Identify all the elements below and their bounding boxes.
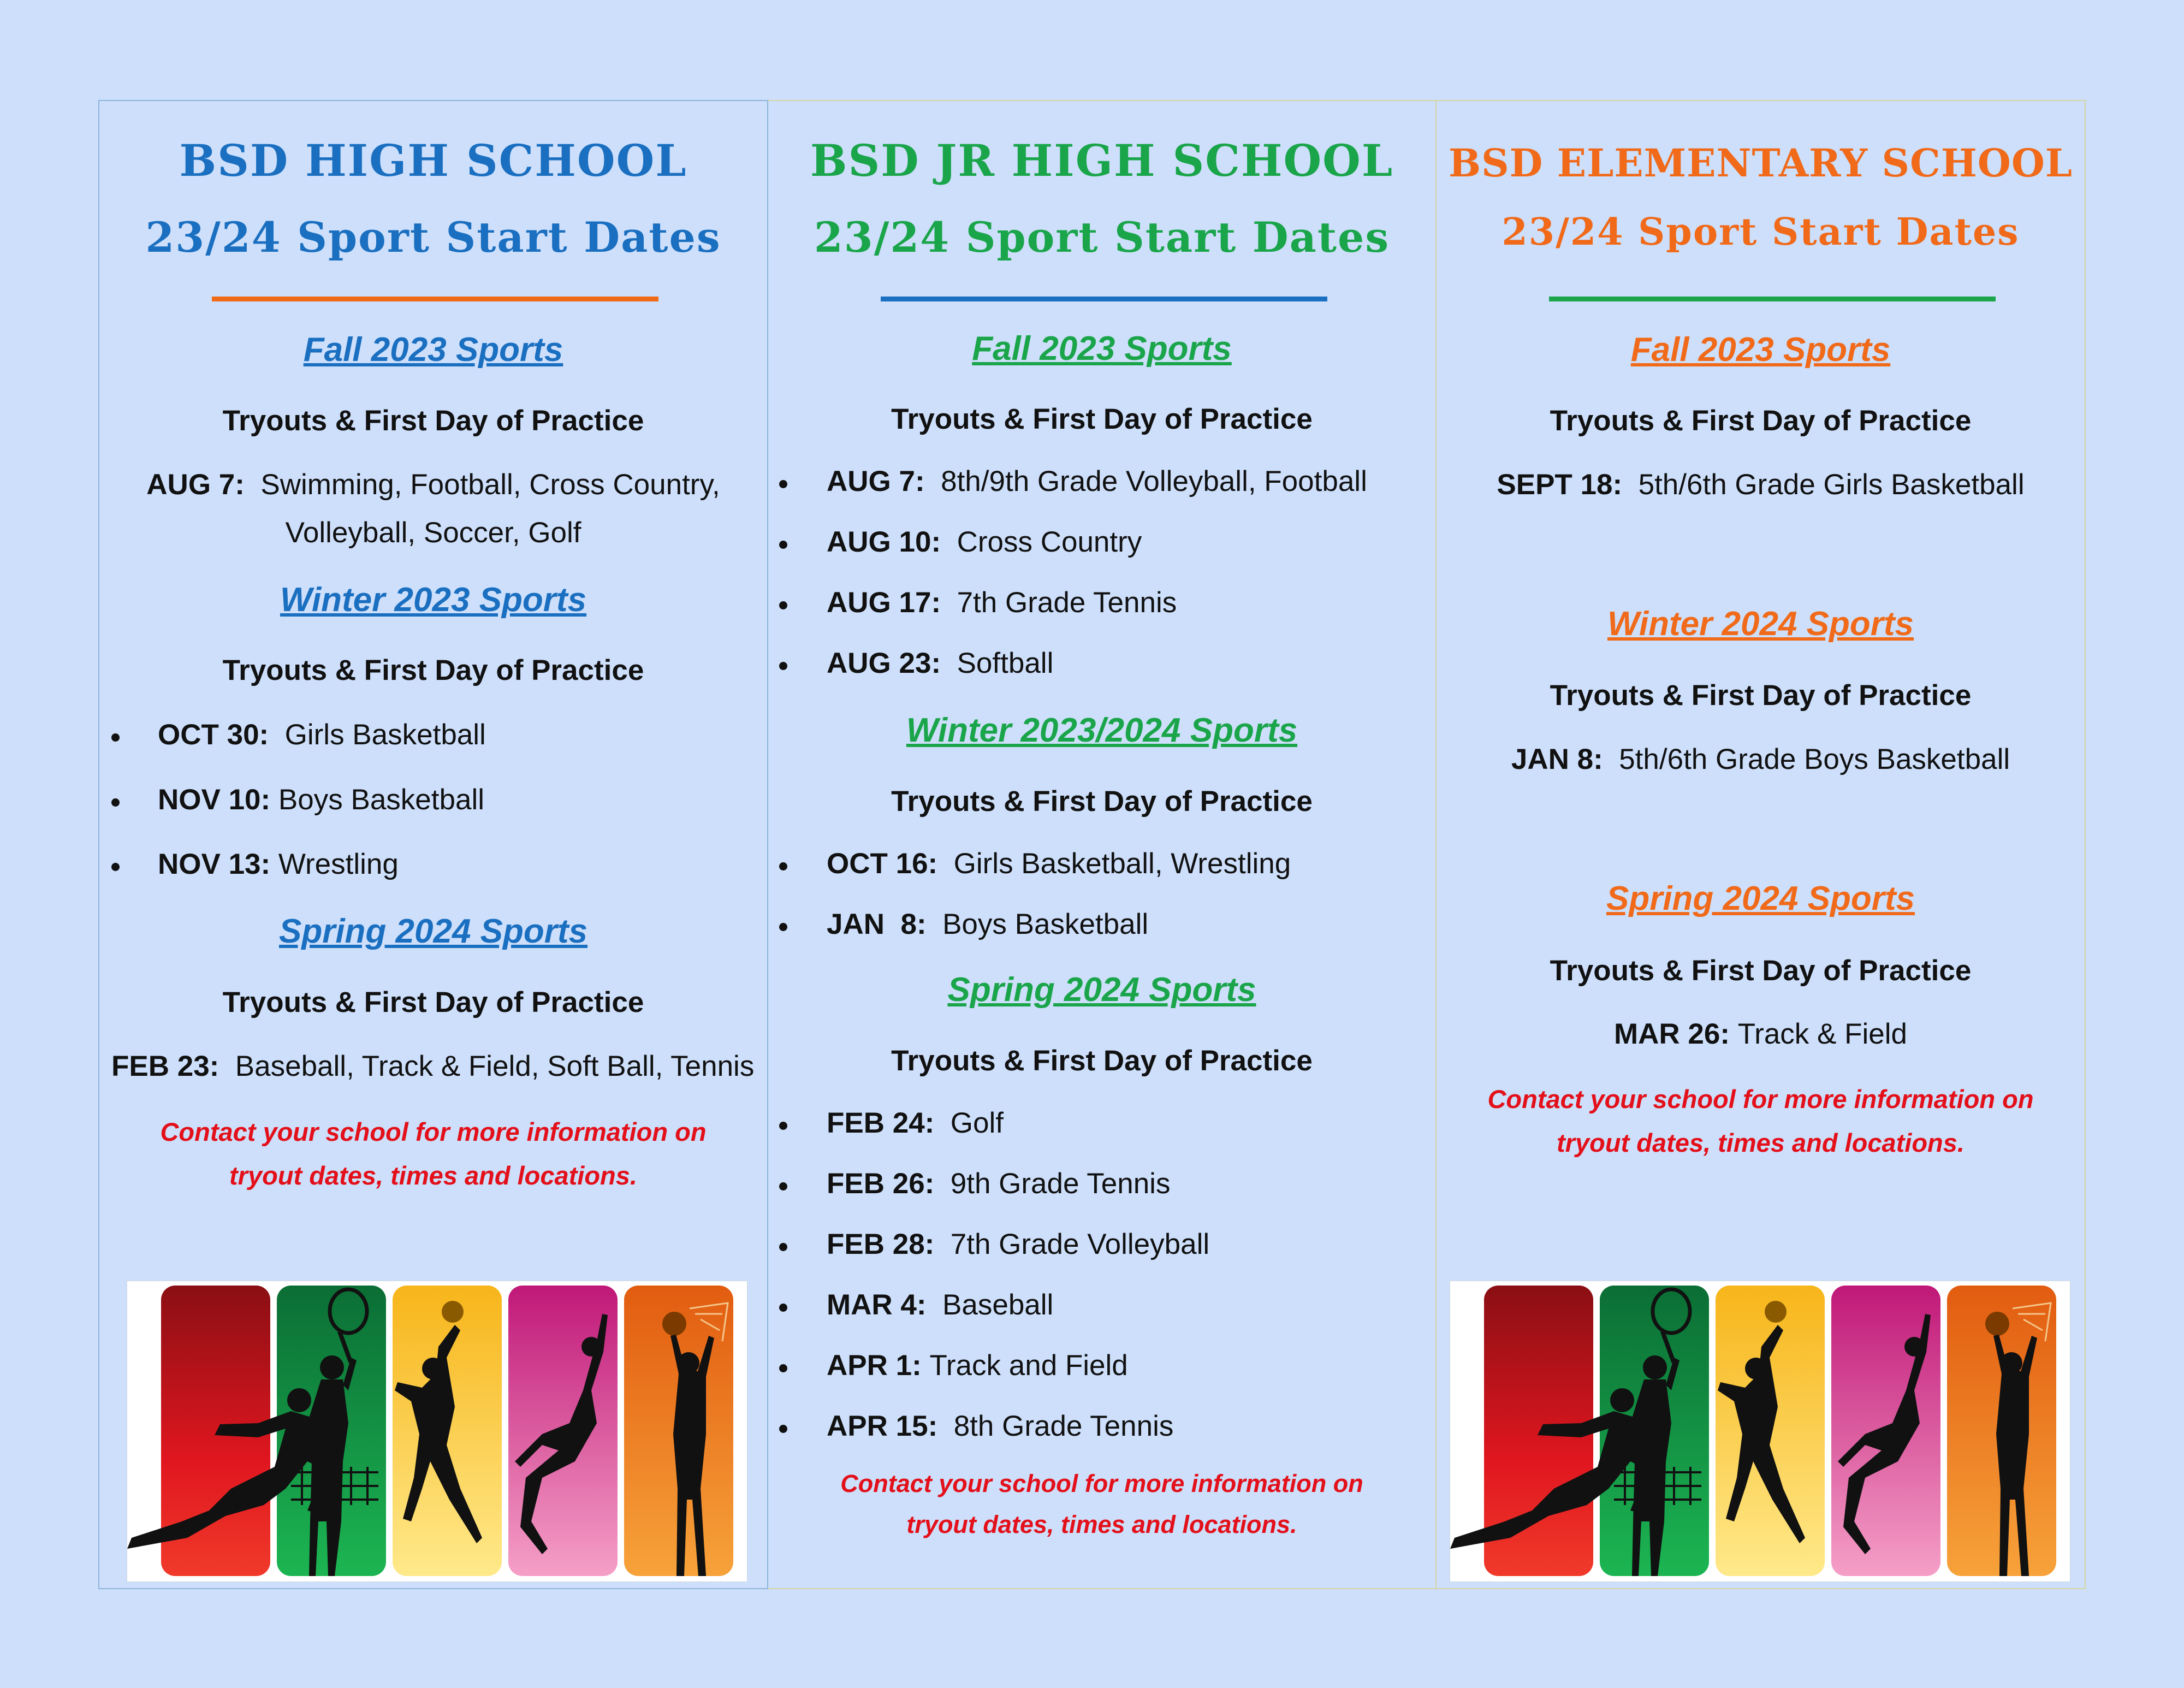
jr-high-column: [768, 100, 1437, 1589]
item-text: Boys Basketball: [942, 908, 1149, 940]
contact-line: tryout dates, times and locations.: [1557, 1128, 1965, 1157]
winter-heading: Winter 2023 Sports: [280, 581, 587, 619]
item-date: OCT 30:: [158, 719, 269, 751]
elementary-title: BSD ELEMENTARY SCHOOL: [1448, 140, 2073, 186]
bullet-icon: [779, 1243, 787, 1251]
jr-high-title: BSD JR HIGH SCHOOL: [810, 135, 1394, 186]
item-date: FEB 28:: [827, 1228, 935, 1260]
item-date: JAN 8:: [827, 908, 927, 940]
high-school-column: [98, 100, 768, 1589]
bullet-icon: [779, 541, 787, 549]
high-school-subtitle: 23/24 Sport Start Dates: [145, 213, 721, 262]
spring-sports: Baseball, Track & Field, Soft Ball, Tennis: [235, 1050, 755, 1082]
item-date: FEB 24:: [827, 1107, 935, 1139]
sports-silhouettes-illustration: [1450, 1281, 2070, 1582]
spring-heading: Spring 2024 Sports: [278, 913, 588, 950]
fall-heading: Fall 2023 Sports: [1630, 331, 1891, 369]
bullet-icon: [779, 480, 787, 488]
bullet-icon: [779, 1425, 787, 1433]
spring-date-line: [111, 1050, 754, 1083]
bullet-icon: [779, 862, 787, 870]
winter-date-line: [1437, 743, 2085, 776]
item-date: AUG 23:: [827, 647, 941, 679]
winter-subheading: Tryouts & First Day of Practice: [1550, 679, 1972, 712]
fall-date-line: [1437, 468, 2085, 501]
spring-subheading: Tryouts & First Day of Practice: [891, 1045, 1313, 1077]
bullet-icon: [779, 1122, 787, 1130]
item-date: AUG 10:: [827, 526, 941, 558]
contact-line: Contact your school for more information on: [840, 1470, 1363, 1497]
elementary-subtitle: 23/24 Sport Start Dates: [1502, 210, 2020, 254]
winter-heading: Winter 2023/2024 Sports: [906, 712, 1298, 749]
contact-note: [1437, 1077, 2085, 1165]
spring-heading: Spring 2024 Sports: [1606, 880, 1915, 917]
spring-sports: Track & Field: [1737, 1018, 1907, 1050]
fall-heading: Fall 2023 Sports: [972, 330, 1232, 368]
spring-date: FEB 23:: [111, 1050, 219, 1082]
item-text: 8th Grade Tennis: [953, 1410, 1174, 1442]
spring-subheading: Tryouts & First Day of Practice: [222, 986, 644, 1018]
bullet-icon: [111, 863, 120, 871]
item-date: OCT 16:: [827, 848, 938, 880]
bullet-icon: [779, 923, 787, 931]
winter-date: JAN 8:: [1511, 743, 1603, 775]
winter-sports: 5th/6th Grade Boys Basketball: [1619, 743, 2010, 775]
fall-sports-line2: Volleyball, Soccer, Golf: [285, 517, 581, 549]
contact-line: tryout dates, times and locations.: [229, 1161, 637, 1190]
fall-subheading: Tryouts & First Day of Practice: [1550, 405, 1972, 437]
bullet-icon: [111, 798, 120, 807]
bullet-icon: [779, 601, 787, 609]
divider: [1549, 297, 1996, 301]
item-text: Girls Basketball, Wrestling: [953, 848, 1291, 880]
item-text: Cross Country: [957, 526, 1142, 558]
fall-subheading: Tryouts & First Day of Practice: [891, 403, 1313, 435]
item-date: FEB 26:: [827, 1168, 935, 1200]
item-date: MAR 4:: [827, 1289, 927, 1321]
item-date: APR 15:: [827, 1410, 938, 1442]
fall-date: SEPT 18:: [1497, 469, 1623, 501]
spring-date-line: [1437, 1017, 2085, 1051]
winter-heading: Winter 2024 Sports: [1607, 605, 1914, 643]
contact-note: [768, 1463, 1435, 1545]
contact-line: Contact your school for more information on: [1487, 1085, 2034, 1114]
winter-subheading: Tryouts & First Day of Practice: [891, 785, 1313, 818]
divider: [212, 297, 658, 301]
item-text: 9th Grade Tennis: [950, 1168, 1171, 1200]
item-text: Softball: [957, 647, 1054, 679]
elementary-column: [1437, 100, 2086, 1589]
item-date: AUG 7:: [827, 465, 925, 497]
spring-heading: Spring 2024 Sports: [947, 971, 1256, 1009]
spring-date: MAR 26:: [1614, 1018, 1730, 1050]
fall-sports: Swimming, Football, Cross Country,: [260, 469, 720, 501]
high-school-title: BSD HIGH SCHOOL: [179, 135, 687, 186]
item-text: Wrestling: [278, 848, 399, 880]
item-text: Girls Basketball: [284, 719, 486, 751]
fall-heading: Fall 2023 Sports: [303, 331, 563, 369]
jr-high-subtitle: 23/24 Sport Start Dates: [814, 213, 1390, 262]
sports-silhouettes-illustration: [127, 1281, 747, 1582]
contact-line: Contact your school for more information on: [160, 1117, 707, 1146]
item-date: NOV 13:: [158, 848, 271, 880]
item-text: 7th Grade Tennis: [957, 587, 1177, 619]
item-date: APR 1:: [827, 1349, 922, 1382]
fall-subheading: Tryouts & First Day of Practice: [222, 405, 644, 437]
divider: [881, 297, 1327, 301]
item-text: Baseball: [942, 1289, 1054, 1321]
bullet-icon: [779, 1182, 787, 1191]
contact-line: tryout dates, times and locations.: [906, 1511, 1297, 1538]
bullet-icon: [779, 662, 787, 670]
spring-subheading: Tryouts & First Day of Practice: [1550, 955, 1972, 987]
contact-note: [99, 1110, 767, 1198]
item-text: 7th Grade Volleyball: [950, 1228, 1210, 1260]
item-text: Golf: [950, 1107, 1004, 1139]
item-date: AUG 17:: [827, 587, 941, 619]
fall-sports: 5th/6th Grade Girls Basketball: [1638, 469, 2025, 501]
item-text: Boys Basketball: [278, 784, 485, 816]
fall-date: AUG 7:: [146, 469, 245, 501]
bullet-icon: [111, 733, 120, 742]
winter-subheading: Tryouts & First Day of Practice: [222, 654, 644, 686]
item-text: 8th/9th Grade Volleyball, Football: [941, 465, 1367, 497]
fall-date-line: [99, 468, 767, 501]
bullet-icon: [779, 1364, 787, 1372]
item-text: Track and Field: [929, 1349, 1128, 1382]
item-date: NOV 10:: [158, 784, 271, 816]
bullet-icon: [779, 1304, 787, 1312]
